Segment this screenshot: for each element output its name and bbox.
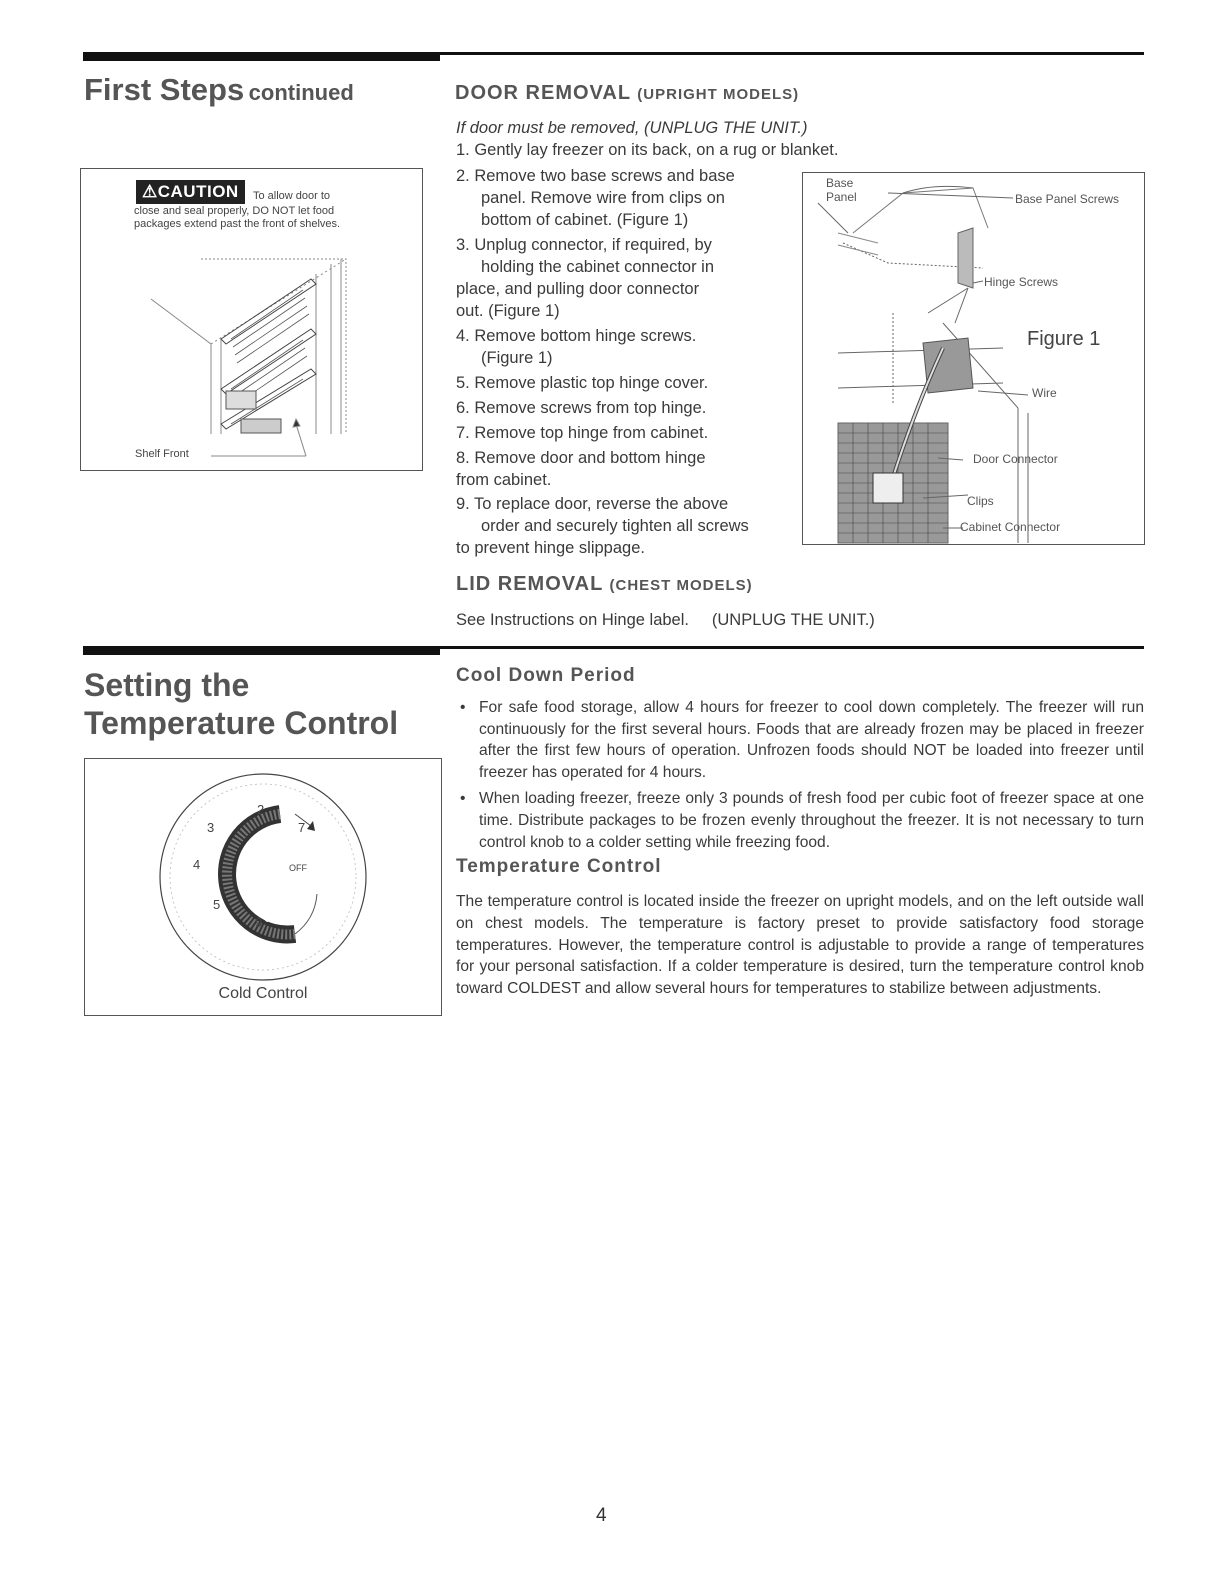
temp-title-line2: Temperature Control <box>84 705 399 741</box>
dial-mark-3: 3 <box>207 820 215 835</box>
step-line: order and securely tighten all screws <box>481 517 749 535</box>
cool-down-bullet-2: • When loading freezer, freeze only 3 pounds of fresh food per cubic foot of freezer space at one time. Distribute packages to be frozen evenly throughout the freezer. It is not necessary to turn control knob to a colder setting while freezing food. <box>456 788 1144 853</box>
step-line: 3. Unplug connector, if required, by <box>456 236 712 254</box>
caution-badge-text: CAUTION <box>157 182 239 201</box>
wire-label: Wire <box>1032 386 1057 400</box>
lid-removal-title: LID REMOVAL <box>456 573 603 595</box>
shelf-front-label: Shelf Front <box>135 448 189 460</box>
shelf-illustration <box>81 169 422 470</box>
mid-rule-left <box>83 646 440 655</box>
dial-mark-5: 5 <box>213 897 221 912</box>
step-line: panel. Remove wire from clips on <box>481 189 725 207</box>
door-removal-heading <box>455 82 799 105</box>
step-line: 4. Remove bottom hinge screws. <box>456 327 697 345</box>
cabinet-connector-label: Cabinet Connector <box>960 520 1061 534</box>
lid-removal-subtitle: (CHEST MODELS) <box>609 577 753 594</box>
dial-mark-2: 2 <box>257 802 265 817</box>
temp-control-text: The temperature control is located inside the freezer on upright models, and on the left outside wall on chest models. The temperature is factory preset to provide satisfactory food storage temperatures. However, the temperature control is adjustable to provide a range of temperatures for your personal satisfaction. If a colder temperature is desired, turn the temperature control knob toward COLDEST and allow several hours for temperatures to stabilize between adjustments. <box>456 893 1144 998</box>
cold-control-box <box>84 758 442 1016</box>
door-removal-subtitle: (UPRIGHT MODELS) <box>637 86 800 103</box>
step-line: holding the cabinet connector in <box>481 258 714 276</box>
step-line: 7. Remove top hinge from cabinet. <box>456 424 709 442</box>
base-panel-label-2: Panel <box>826 190 857 204</box>
step-line: from cabinet. <box>456 471 552 489</box>
caution-text: close and seal properly, DO NOT let food packages extend past the front of shelves. <box>134 205 341 230</box>
step-line: to prevent hinge slippage. <box>456 539 645 557</box>
dial-mark-off: OFF <box>289 863 307 873</box>
step-line: 1. Gently lay freezer on its back, on a rug or blanket. <box>456 141 839 159</box>
caution-box <box>80 168 423 471</box>
dial-illustration <box>85 759 441 1015</box>
step-line: out. (Figure 1) <box>456 302 560 320</box>
step-line: 5. Remove plastic top hinge cover. <box>456 374 709 392</box>
top-rule-left <box>83 52 440 61</box>
step-line: 9. To replace door, reverse the above <box>456 495 729 513</box>
first-steps-subtitle: continued <box>248 80 354 105</box>
dial-mark-7: 7 <box>298 820 306 835</box>
cool-down-bullet-1: • For safe food storage, allow 4 hours for freezer to cool down completely. The freezer will run continuously for the first several hours. Foods that are already frozen may be placed in freezer after the first few hours of operation. Unfrozen foods should NOT be loaded into freezer until freezer has operated for 4 hours. <box>456 697 1144 783</box>
door-connector-label: Door Connector <box>973 452 1058 466</box>
step-line: 6. Remove screws from top hinge. <box>456 399 707 417</box>
warning-triangle-icon: ⚠ <box>142 182 158 201</box>
figure-1-title: Figure 1 <box>1027 328 1101 350</box>
cool-down-body <box>456 697 1144 853</box>
dial-mark-9: 9 <box>255 915 263 930</box>
step-line: bottom of cabinet. (Figure 1) <box>481 211 689 229</box>
first-steps-heading: First Steps <box>84 72 245 107</box>
cold-control-caption: Cold Control <box>218 985 308 1002</box>
step-line: (Figure 1) <box>481 349 553 367</box>
dial-coldest-label: COLDEST <box>262 891 296 925</box>
lid-removal-heading <box>456 573 753 596</box>
base-panel-label-1: Base <box>826 176 854 190</box>
lid-removal-text: See Instructions on Hinge label. (UNPLUG THE UNIT.) <box>456 611 875 629</box>
door-removal-note: If door must be removed, (UNPLUG THE UNIT.) <box>456 119 808 137</box>
temp-section-title <box>84 666 398 742</box>
door-removal-steps <box>456 139 839 559</box>
top-rule-right <box>440 52 1144 55</box>
cool-down-heading: Cool Down Period <box>456 665 636 686</box>
door-removal-title: DOOR REMOVAL <box>455 82 631 104</box>
hinge-screws-label: Hinge Screws <box>984 275 1059 289</box>
step-line: 2. Remove two base screws and base <box>456 167 735 185</box>
temp-control-heading: Temperature Control <box>456 856 662 877</box>
caution-text-line1: To allow door to <box>253 190 331 202</box>
first-steps-title <box>84 72 354 108</box>
figure-1-box <box>802 172 1145 545</box>
temp-title-line1: Setting the <box>84 667 250 703</box>
dial-mark-4: 4 <box>193 857 201 872</box>
mid-rule-right <box>440 646 1144 649</box>
step-line: 8. Remove door and bottom hinge <box>456 449 706 467</box>
step-line: place, and pulling door connector <box>456 280 700 298</box>
page-number: 4 <box>596 1505 607 1526</box>
hinge-illustration <box>803 173 1144 544</box>
clips-label: Clips <box>967 494 994 508</box>
base-panel-screws-label: Base Panel Screws <box>1015 192 1120 206</box>
